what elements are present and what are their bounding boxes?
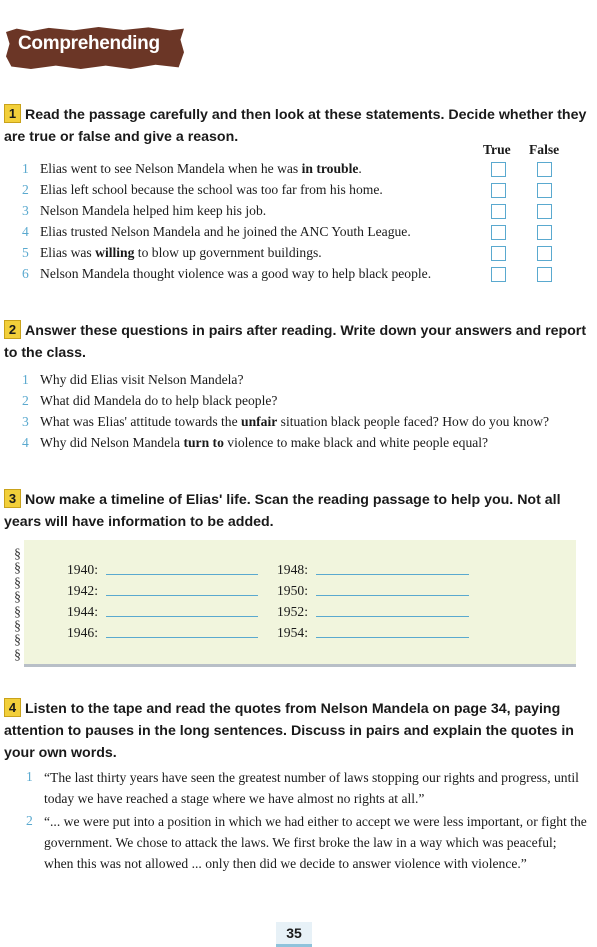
statement-number: 5 bbox=[22, 245, 29, 260]
answer-line[interactable] bbox=[316, 595, 469, 596]
year-label: 1948: bbox=[277, 562, 308, 577]
section-2-instruction bbox=[4, 320, 590, 364]
year-label: 1940: bbox=[67, 562, 98, 577]
statement-4: 4 Elias trusted Nelson Mandela and he joined the ANC Youth League. bbox=[22, 224, 411, 239]
answer-line[interactable] bbox=[316, 616, 469, 617]
false-checkbox-3[interactable] bbox=[537, 204, 552, 219]
true-checkbox-1[interactable] bbox=[491, 162, 506, 177]
answer-line[interactable] bbox=[106, 616, 258, 617]
statement-3: 3 Nelson Mandela helped him keep his job. bbox=[22, 203, 267, 218]
question-4: 4 Why did Nelson Mandela turn to violence to make black and white people equal? bbox=[22, 435, 489, 450]
false-checkbox-1[interactable] bbox=[537, 162, 552, 177]
question-1: 1 Why did Elias visit Nelson Mandela? bbox=[22, 372, 244, 387]
year-label: 1954: bbox=[277, 625, 308, 640]
statement-6: 6 Nelson Mandela thought violence was a good way to help black people. bbox=[22, 266, 432, 281]
year-label: 1942: bbox=[67, 583, 98, 598]
true-column-label: True bbox=[483, 142, 511, 157]
year-label: 1952: bbox=[277, 604, 308, 619]
statement-5: 5 Elias was willing to blow up government buildings. bbox=[22, 245, 322, 260]
question-number: 2 bbox=[22, 393, 29, 408]
question-2: 2 What did Mandela do to help black people? bbox=[22, 393, 278, 408]
section-4-text: Listen to the tape and read the quotes from Nelson Mandela on page 34, paying attention to pauses in the long sentences. Discuss in pairs and explain the quotes in your own words. bbox=[4, 701, 574, 761]
quote-2: “... we were put into a position in which we had either to accept we were less important, or fight the government. We chose to attack the laws. We first broke the law in a way which was peaceful; when this was not allowed ... only then did we decide to answer violence with violence.” bbox=[44, 814, 587, 871]
answer-line[interactable] bbox=[106, 637, 258, 638]
section-4-instruction bbox=[4, 698, 590, 764]
quote-number: 1 bbox=[26, 769, 33, 784]
year-label: 1946: bbox=[67, 625, 98, 640]
quote-number: 2 bbox=[26, 813, 33, 828]
true-checkbox-6[interactable] bbox=[491, 267, 506, 282]
section-1-text: Read the passage carefully and then look at these statements. Decide whether they are true or false and give a reason. bbox=[4, 107, 587, 145]
year-label: 1950: bbox=[277, 583, 308, 598]
section-2-number: 2 bbox=[4, 320, 21, 339]
section-4-number: 4 bbox=[4, 698, 21, 717]
statement-number: 4 bbox=[22, 224, 29, 239]
page-number: 35 bbox=[276, 922, 312, 947]
section-1-number: 1 bbox=[4, 104, 21, 123]
statement-number: 1 bbox=[22, 161, 29, 176]
answer-line[interactable] bbox=[316, 637, 469, 638]
statement-number: 2 bbox=[22, 182, 29, 197]
question-number: 1 bbox=[22, 372, 29, 387]
true-checkbox-5[interactable] bbox=[491, 246, 506, 261]
section-3-number: 3 bbox=[4, 489, 21, 508]
year-label: 1944: bbox=[67, 604, 98, 619]
question-3: 3 What was Elias' attitude towards the unfair situation black people faced? How do you know? bbox=[22, 414, 550, 429]
false-checkbox-6[interactable] bbox=[537, 267, 552, 282]
answer-line[interactable] bbox=[106, 595, 258, 596]
true-checkbox-2[interactable] bbox=[491, 183, 506, 198]
section-2-text: Answer these questions in pairs after reading. Write down your answers and report to the class. bbox=[4, 323, 587, 361]
banner-title: Comprehending bbox=[18, 33, 160, 54]
false-checkbox-2[interactable] bbox=[537, 183, 552, 198]
question-number: 4 bbox=[22, 435, 29, 450]
statement-number: 6 bbox=[22, 266, 29, 281]
quote-1: “The last thirty years have seen the greatest number of laws stopping our rights and progress, until today we have reached a stage where we have almost no rights at all.” bbox=[44, 770, 579, 806]
true-checkbox-4[interactable] bbox=[491, 225, 506, 240]
answer-line[interactable] bbox=[106, 574, 258, 575]
true-checkbox-3[interactable] bbox=[491, 204, 506, 219]
statement-2: 2 Elias left school because the school was too far from his home. bbox=[22, 182, 383, 197]
section-3-instruction bbox=[4, 489, 590, 533]
question-number: 3 bbox=[22, 414, 29, 429]
false-checkbox-4[interactable] bbox=[537, 225, 552, 240]
statement-1: 1 Elias went to see Nelson Mandela when he was in trouble. bbox=[22, 161, 362, 176]
spiral-binding: § § § § § § § § bbox=[14, 547, 21, 663]
answer-line[interactable] bbox=[316, 574, 469, 575]
false-column-label: False bbox=[529, 142, 560, 157]
section-3-text: Now make a timeline of Elias' life. Scan the reading passage to help you. Not all years will have information to be added. bbox=[4, 492, 561, 530]
false-checkbox-5[interactable] bbox=[537, 246, 552, 261]
statement-number: 3 bbox=[22, 203, 29, 218]
